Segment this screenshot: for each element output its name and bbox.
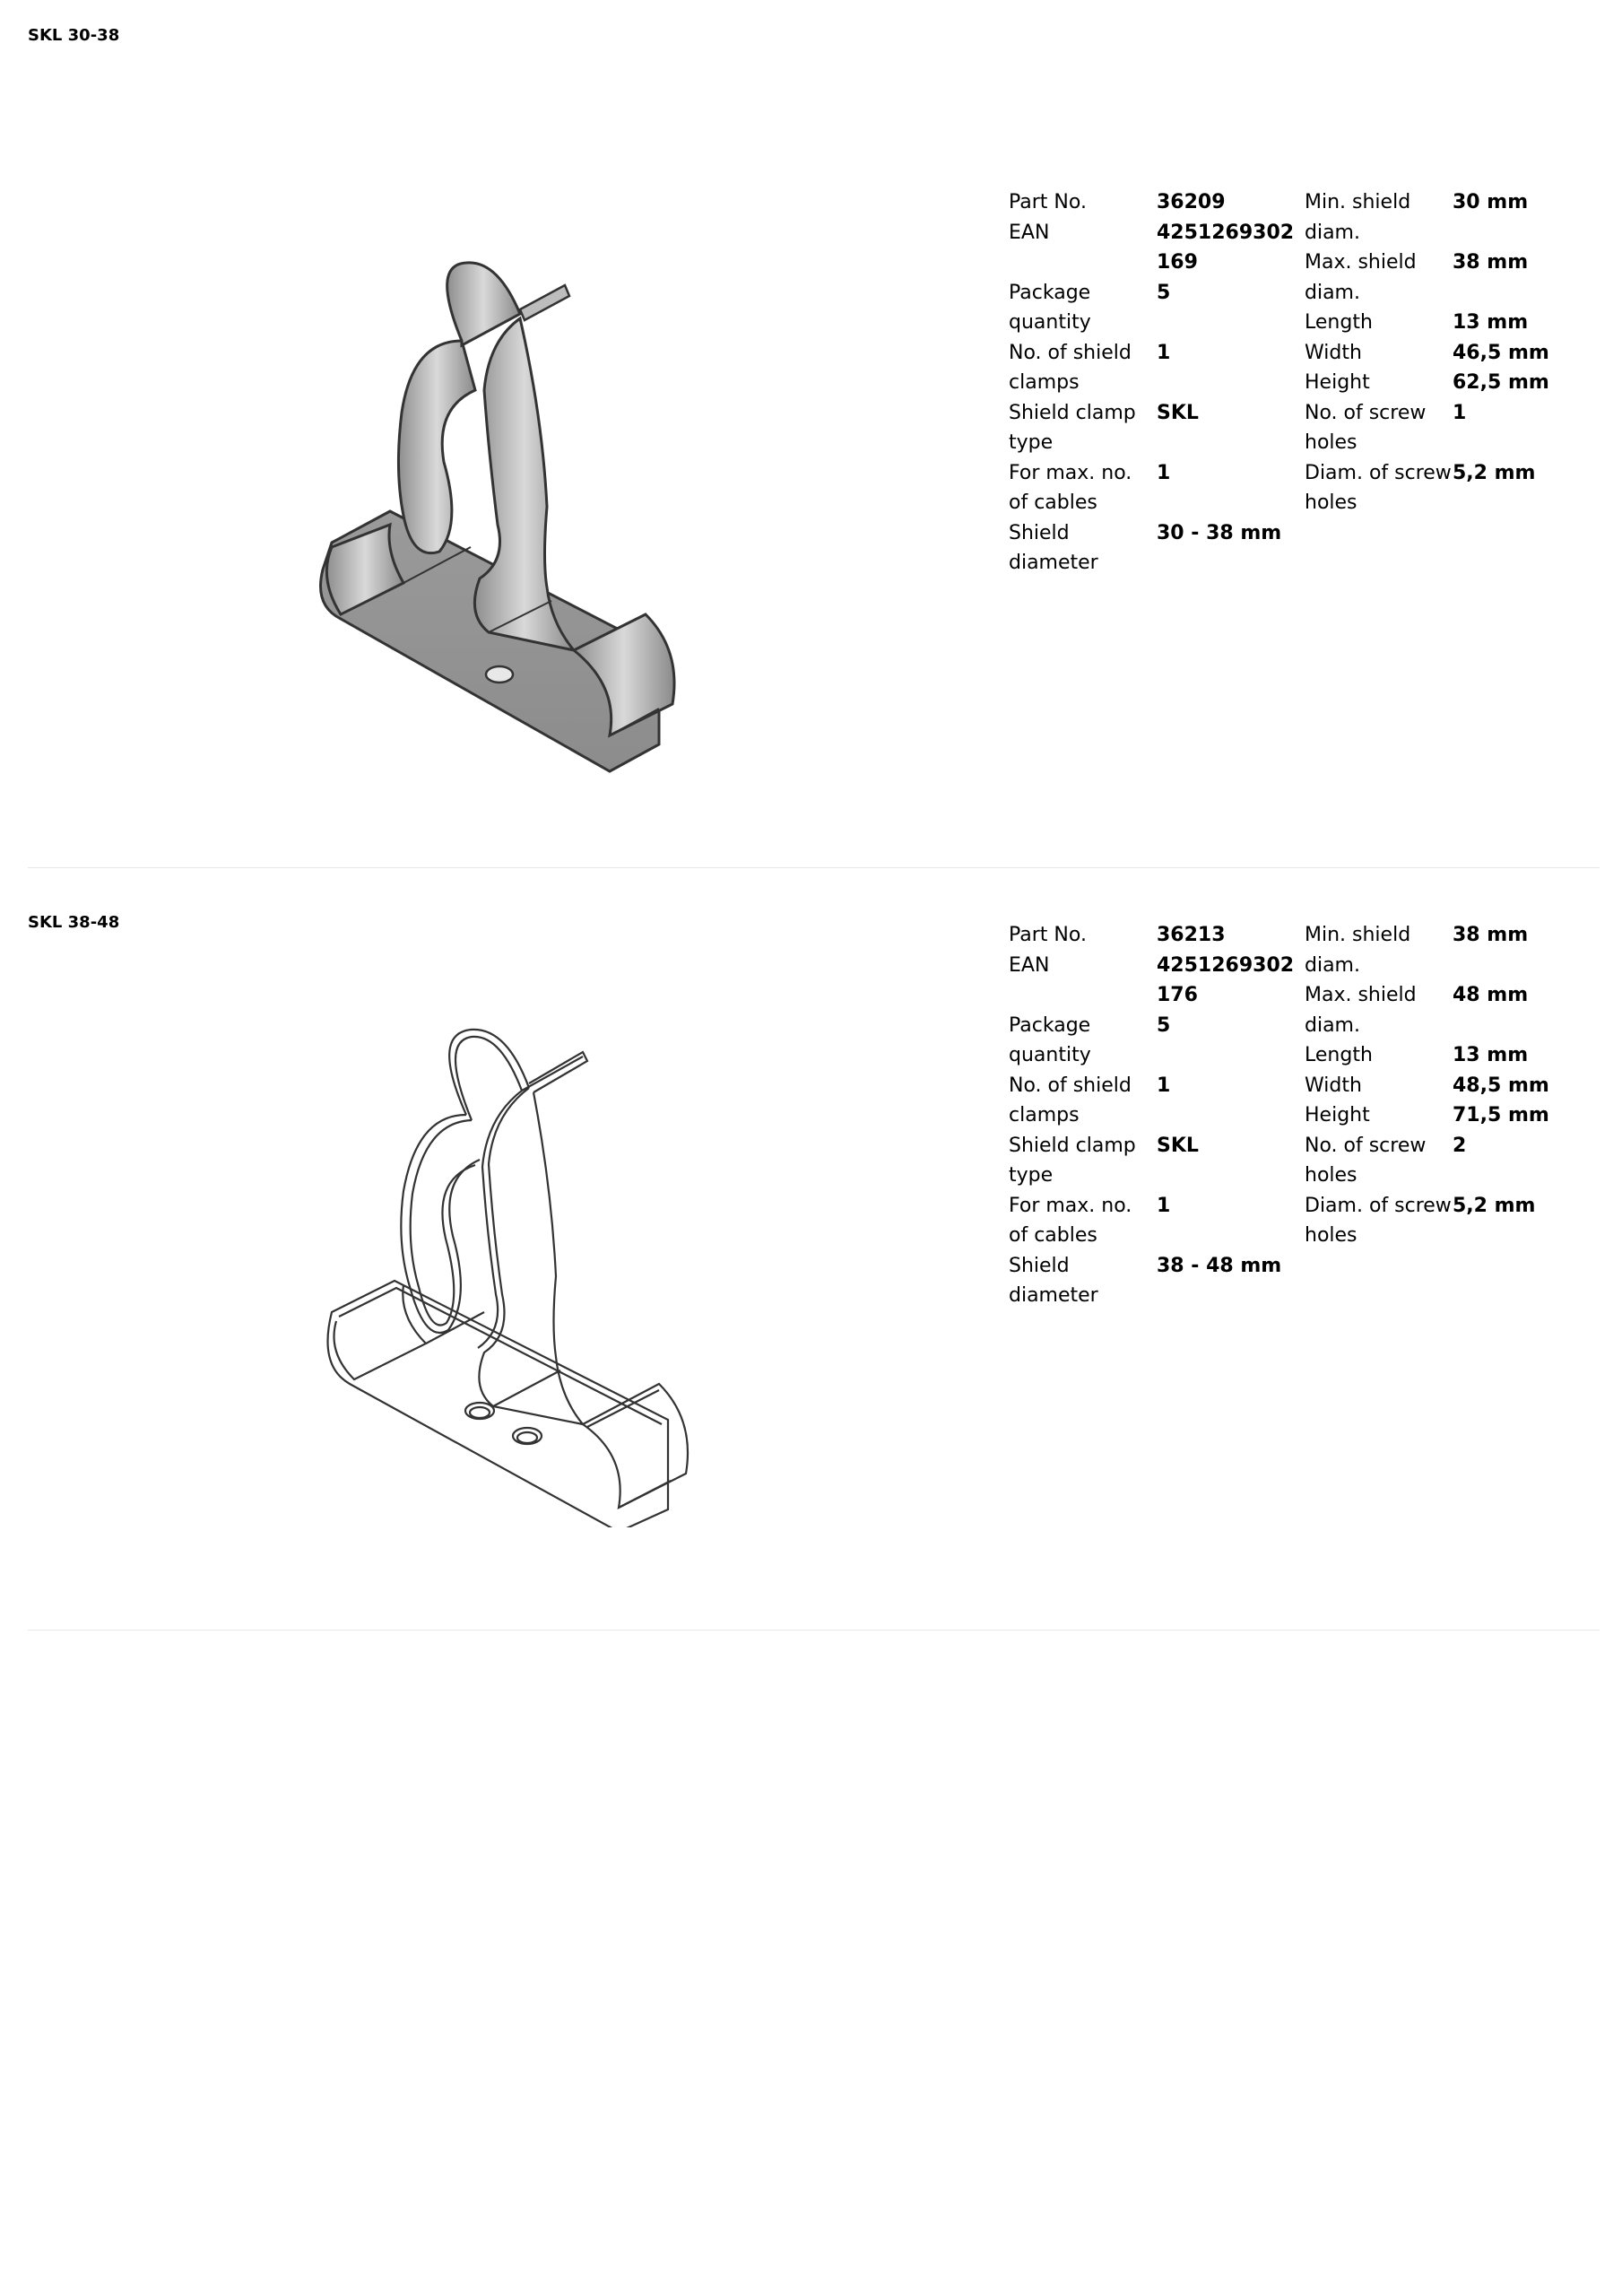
spec-label: Height — [1305, 1104, 1370, 1126]
spec-label: EAN — [1009, 953, 1050, 977]
spec-label: Shield clamp type — [1009, 1134, 1136, 1187]
spec-row-max-shield-diam — [1305, 248, 1600, 308]
spec-label: No. of shield clamps — [1009, 341, 1132, 394]
spec-label: EAN — [1009, 221, 1050, 244]
spec-row-width — [1305, 338, 1600, 369]
spec-label: No. of shield clamps — [1009, 1074, 1132, 1126]
spec-row-shield-diameter — [1009, 518, 1305, 578]
spec-value: 1 — [1157, 341, 1171, 364]
spec-value: 38 mm — [1453, 251, 1529, 274]
spec-row-shield-diameter — [1009, 1251, 1305, 1311]
spec-label: For max. no. of cables — [1009, 461, 1132, 514]
product-section-skl-30-38 — [0, 0, 1622, 868]
spec-label: Part No. — [1009, 191, 1087, 213]
spec-label: Part No. — [1009, 924, 1087, 946]
spec-value: 62,5 mm — [1453, 371, 1549, 394]
section-divider — [28, 1630, 1600, 1631]
spec-row-no-of-shield-clamps — [1009, 1071, 1305, 1131]
spec-label: Package quantity — [1009, 1013, 1091, 1066]
spec-label: Width — [1305, 1074, 1362, 1097]
spec-label: Length — [1305, 311, 1373, 334]
spec-label: Min. shield diam. — [1305, 924, 1411, 977]
spec-value: 48 mm — [1453, 984, 1529, 1006]
spec-row-part-no — [1009, 187, 1305, 218]
spec-value: 30 - 38 mm — [1157, 521, 1282, 544]
spec-row-ean — [1009, 951, 1305, 1011]
spec-value: SKL — [1157, 401, 1199, 424]
spec-row-width — [1305, 1071, 1600, 1101]
spec-label: Diam. of screw holes — [1305, 1194, 1452, 1247]
spec-value: 38 - 48 mm — [1157, 1254, 1282, 1277]
spec-row-height — [1305, 1100, 1600, 1131]
spec-row-max-cables — [1009, 458, 1305, 518]
spec-label: No. of screw holes — [1305, 401, 1427, 454]
spec-value: 5 — [1157, 1013, 1171, 1037]
spec-row-min-shield-diam — [1305, 187, 1600, 248]
spec-row-ean — [1009, 218, 1305, 278]
spec-row-diam-of-screw-holes — [1305, 458, 1600, 518]
product-title: SKL 30-38 — [28, 26, 120, 45]
spec-row-no-of-screw-holes — [1305, 398, 1600, 458]
spec-row-diam-of-screw-holes — [1305, 1191, 1600, 1251]
spec-value: 2 — [1453, 1134, 1467, 1157]
spec-column-right — [1305, 920, 1600, 1251]
spec-label: Package quantity — [1009, 281, 1091, 334]
spec-value: 1 — [1157, 1194, 1171, 1217]
spec-value: 5,2 mm — [1453, 1194, 1536, 1217]
spec-label: Length — [1305, 1044, 1373, 1066]
spec-label: Shield clamp type — [1009, 401, 1136, 454]
spec-value: 1 — [1157, 1074, 1171, 1097]
spec-label: Max. shield diam. — [1305, 984, 1417, 1037]
spec-label: Height — [1305, 371, 1370, 394]
spec-row-max-shield-diam — [1305, 980, 1600, 1040]
spec-row-part-no — [1009, 920, 1305, 951]
spec-value: 13 mm — [1453, 311, 1529, 334]
spec-value: 36209 — [1157, 191, 1226, 213]
spec-label: Width — [1305, 341, 1362, 364]
spec-row-package-quantity — [1009, 278, 1305, 338]
spec-row-no-of-shield-clamps — [1009, 338, 1305, 398]
spec-row-no-of-screw-holes — [1305, 1131, 1600, 1191]
product-title: SKL 38-48 — [28, 913, 120, 932]
spec-value: SKL — [1157, 1134, 1199, 1157]
spec-value: 48,5 mm — [1453, 1074, 1549, 1097]
spec-value: 30 mm — [1453, 191, 1529, 213]
spec-value: 36213 — [1157, 924, 1226, 946]
product-section-skl-38-48 — [0, 868, 1622, 1632]
spec-label: Shield diameter — [1009, 521, 1098, 574]
spec-row-shield-clamp-type — [1009, 1131, 1305, 1191]
spec-row-height — [1305, 368, 1600, 398]
spec-label: Min. shield diam. — [1305, 191, 1411, 244]
spec-row-package-quantity — [1009, 1011, 1305, 1071]
spec-value: 46,5 mm — [1453, 341, 1549, 364]
spec-row-max-cables — [1009, 1191, 1305, 1251]
spec-column-left — [1009, 187, 1305, 578]
spec-value: 1 — [1157, 461, 1171, 484]
spec-value: 5,2 mm — [1453, 461, 1536, 484]
spec-value: 1 — [1453, 401, 1467, 424]
spec-value: 71,5 mm — [1453, 1104, 1549, 1126]
spec-label: No. of screw holes — [1305, 1134, 1427, 1187]
spec-value: 13 mm — [1453, 1044, 1529, 1066]
spec-label: Max. shield diam. — [1305, 251, 1417, 304]
spec-column-right — [1305, 187, 1600, 518]
spec-value: 5 — [1157, 281, 1171, 304]
spec-value: 4251269302176 — [1157, 953, 1295, 1006]
spec-column-left — [1009, 920, 1305, 1311]
spec-row-min-shield-diam — [1305, 920, 1600, 980]
spec-label: Diam. of screw holes — [1305, 461, 1452, 514]
spec-label: For max. no. of cables — [1009, 1194, 1132, 1247]
spec-row-length — [1305, 308, 1600, 338]
spec-row-shield-clamp-type — [1009, 398, 1305, 458]
shield-clamp-drawing — [305, 256, 699, 780]
spec-value: 38 mm — [1453, 924, 1529, 946]
spec-value: 4251269302169 — [1157, 221, 1295, 274]
shield-clamp-line-drawing — [314, 989, 708, 1527]
spec-label: Shield diameter — [1009, 1254, 1098, 1307]
spec-row-length — [1305, 1040, 1600, 1071]
